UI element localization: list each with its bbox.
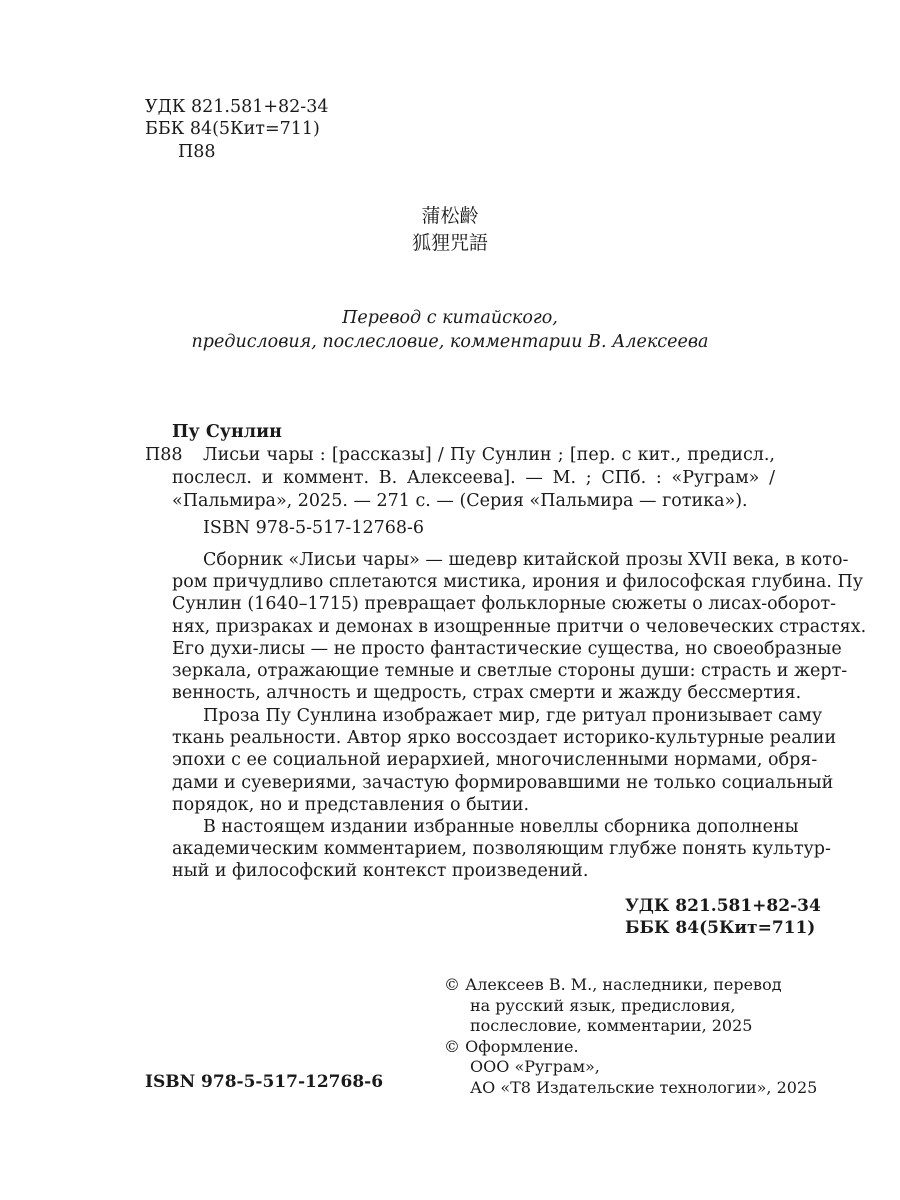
bbk-code-bottom: ББК 84(5Кит=711) (625, 918, 816, 938)
copyright-block (444, 975, 817, 1098)
copyright-line: © Алексеев В. М., наследники, перевод (444, 975, 782, 994)
copyright-line: послесловие, комментарии, 2025 (470, 1016, 753, 1035)
translation-credit-line-2: предисловия, послесловие, комментарии В. Алексеева (191, 332, 709, 352)
annotation-paragraph (172, 705, 837, 816)
paragraph-line: эпохи с ее социальной иерархией, многочисленными нормами, обря- (172, 750, 818, 771)
paragraph-line: Сунлин (1640–1715) превращает фольклорные сюжеты о лисах-оборот- (172, 594, 837, 615)
paragraph-line: порядок, но и представления о бытии. (172, 794, 530, 815)
udk-code: УДК 821.581+82-34 (145, 97, 329, 117)
original-title: 狐狸咒語 (411, 232, 488, 254)
annotation-paragraph (172, 816, 831, 883)
isbn-bottom: ISBN 978-5-517-12768-6 (145, 1072, 384, 1092)
paragraph-line: ный и философский контекст произведений. (172, 861, 589, 882)
catalog-isbn: ISBN 978-5-517-12768-6 (203, 518, 425, 538)
copyright-line: ООО «Руграм», (470, 1057, 600, 1076)
annotation-paragraph (172, 549, 867, 704)
copyright-line: © Оформление. (444, 1036, 579, 1056)
copyright-line: на русский язык, предисловия, (470, 995, 736, 1015)
catalog-author-sign: П88 (145, 445, 183, 465)
paragraph-line: академическим комментарием, позволяющим глубже понять культур- (172, 839, 831, 860)
bbk-code: ББК 84(5Кит=711) (145, 119, 320, 139)
catalog-author: Пу Сунлин (172, 422, 282, 442)
paragraph-line: ткань реальности. Автор ярко воссоздает историко-культурные реалии (172, 728, 837, 749)
copyright-line: АО «Т8 Издательские технологии», 2025 (470, 1077, 818, 1097)
paragraph-line: дами и суевериями, зачастую формировавшими не только социальный (172, 772, 834, 793)
paragraph-line: Его духи-лисы — не просто фантастические существа, но своеобразные (172, 638, 842, 659)
bibliographic-line: Лисьи чары : [рассказы] / Пу Сунлин ; [пер. с кит., предисл., (203, 445, 775, 465)
paragraph-line: Сборник «Лисьи чары» — шедевр китайской прозы XVII века, в кото- (203, 550, 849, 570)
paragraph-line: Проза Пу Сунлина изображает мир, где ритуал пронизывает саму (203, 706, 823, 726)
translation-credit-line-1: Перевод с китайского, (342, 308, 558, 328)
paragraph-line: зеркала, отражающие темные и светлые стороны души: страсть и жерт- (172, 661, 848, 682)
bibliographic-line: «Пальмира», 2025. — 271 с. — (Серия «Пальмира — готика»). (172, 491, 748, 511)
original-author: 蒲松齡 (421, 205, 479, 227)
paragraph-line: венность, алчность и щедрость, страх смерти и жажду бессмертия. (172, 683, 802, 704)
paragraph-line: ром причудливо сплетаются мистика, ирония и философская глубина. Пу (172, 572, 864, 593)
bibliographic-line: послесл. и коммент. В. Алексеева]. — М. ; СПб. : «Руграм» / (172, 468, 775, 488)
udk-code-bottom: УДК 821.581+82-34 (625, 896, 821, 916)
paragraph-line: В настоящем издании избранные новеллы сборника дополнены (203, 817, 799, 837)
paragraph-line: нях, призраках и демонах в изощренные притчи о человеческих страстях. (172, 616, 867, 637)
author-sign: П88 (178, 142, 216, 162)
